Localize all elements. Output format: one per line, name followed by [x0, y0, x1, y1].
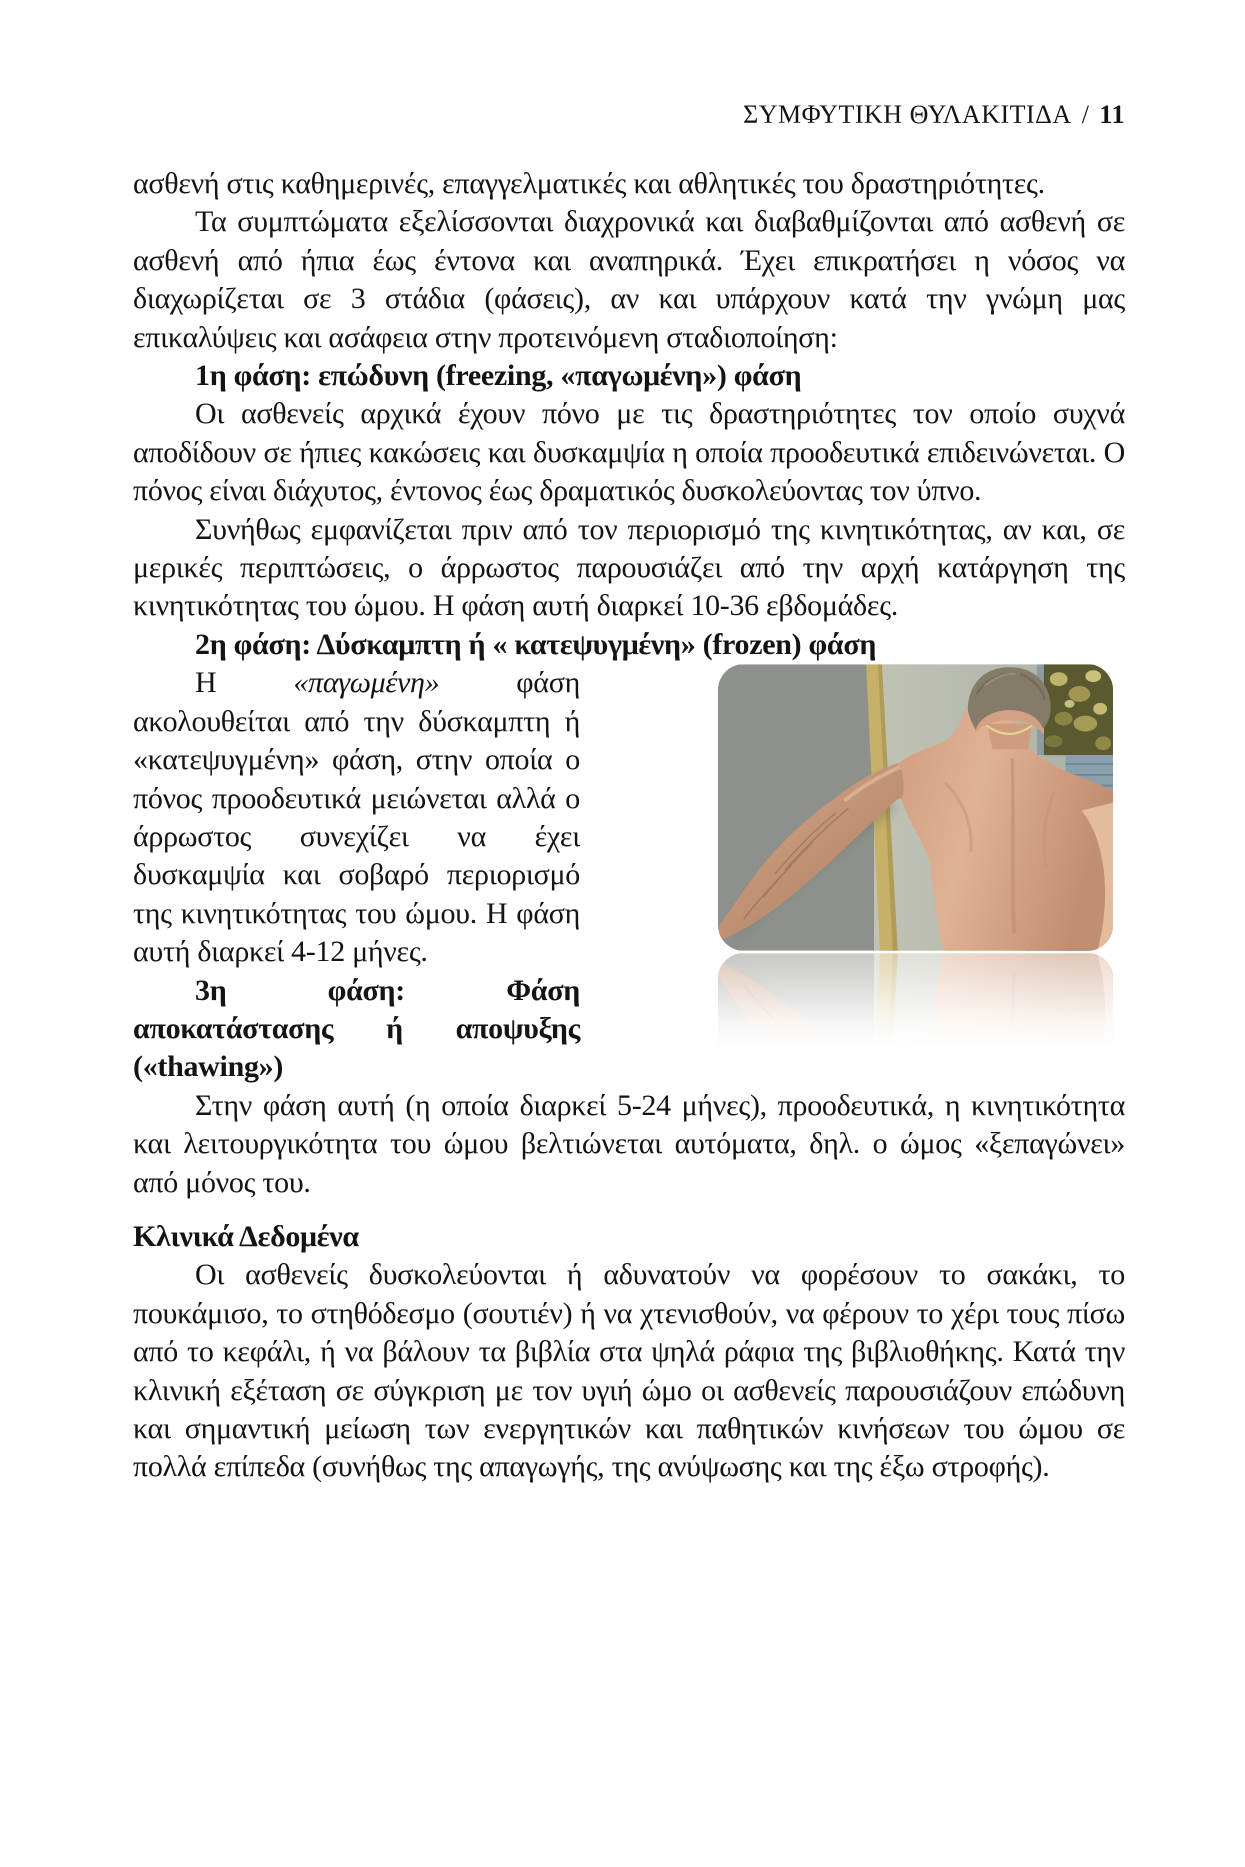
paragraph-continuation: ασθενή στις καθημερινές, επαγγελματικές και αθλητικές του δραστηριότητες. [133, 167, 1045, 200]
page-body [133, 165, 1125, 1487]
paragraph-clinical-data: Οι ασθενείς δυσκολεύονται ή αδυνατούν να φορέσουν το σακάκι, το πουκάμισο, το στηθόδεσμο (σουτιέν) ή να χτενισθούν, να φέρουν το χέρι τους πίσω από το κεφάλι, ή να βάλουν τα βιβλία στα ψηλά ράφια της βιβλιοθήκης. Κατά την κλινική εξέταση σε σύγκριση με τον υγιή ώμο οι ασθενείς παρουσιάζουν επώδυνη και σημαντική μείωση των ενεργητικών και παθητικών κινήσεων του ώμου σε πολλά επίπεδα (συνήθως της απαγωγής, της ανύψωσης και της έξω στροφής). [133, 1258, 1125, 1484]
paragraph-phase3: Στην φάση αυτή (η οποία διαρκεί 5-24 μήνες), προοδευτικά, η κινητικότητα και λειτουργικότητα του ώμου βελτιώνεται αυτόματα, δηλ. ο ώμος «ξεπαγώνει» από μόνος του. [133, 1088, 1125, 1199]
phase2-italic-term: «παγωμένη» [293, 666, 440, 700]
heading-phase2: 2η φάση: Δύσκαμπτη ή « κατεψυγμένη» (frozen) φάση [195, 627, 877, 661]
reflection-fade-overlay [718, 953, 1113, 1048]
page-header [133, 98, 1125, 131]
figure-frozen-shoulder [580, 664, 1125, 1048]
paragraph-phase1-duration: Συνήθως εμφανίζεται πριν από τον περιορισμό της κινητικότητας, αν και, σε μερικές περιπτώσεις, ο άρρωστος παρουσιάζει από την αρχή κατάργηση της κινητικότητας του ώμου. Η φάση αυτή διαρκεί 10-36 εβδομάδες. [133, 512, 1125, 623]
phase2-text-start: Η [195, 666, 294, 700]
paragraph-symptoms: Τα συμπτώματα εξελίσσονται διαχρονικά και διαβαθμίζονται από ασθενή σε ασθενή από ήπια έως έντονα και αναπηρικά. Έχει επικρατήσει η νόσος να διαχωρίζεται σε 3 στάδια (φάσεις), αν και υπάρχουν κατά την γνώμη μας επικαλύψεις και ασάφεια στην προτεινόμενη σταδιοποίηση: [133, 205, 1125, 354]
photo-frozen-shoulder [718, 664, 1113, 951]
photo-image [718, 664, 1113, 951]
heading-clinical-data: Κλινικά Δεδομένα [133, 1219, 359, 1253]
running-title: ΣΥΜΦΥΤΙΚΗ ΘΥΛΑΚΙΤΙΔΑ [743, 100, 1072, 129]
paragraph-phase1-pain: Οι ασθενείς αρχικά έχουν πόνο με τις δραστηριότητες τον οποίο συχνά αποδίδουν σε ήπιες κακώσεις και δυσκαμψία η οποία προοδευτικά επιδεινώνεται. Ο πόνος είναι διάχυτος, έντονος έως δραματικός δυσκολεύοντας τον ύπνο. [133, 397, 1125, 508]
header-separator: / [1081, 100, 1090, 129]
phase2-text-rest: φάση ακολουθείται από την δύσκαμπτη ή «κατεψυγμένη» φάση, στην οποία ο πόνος προοδευτικά μειώνεται αλλά ο άρρωστος συνεχίζει να έχει δυσκαμψία και σοβαρό περιορισμό της κινητικότητας του ώμου. Η φάση αυτή διαρκεί 4-12 μήνες. [133, 666, 580, 969]
photo-text-wrap-section [133, 664, 1125, 1086]
page-number: 11 [1099, 100, 1125, 129]
photo-reflection [718, 953, 1113, 1048]
heading-phase3: 3η φάση: Φάση αποκατάστασης ή αποψυξης («thawing») [133, 973, 580, 1084]
heading-phase1: 1η φάση: επώδυνη (freezing, «παγωμένη») φάση [195, 359, 802, 393]
